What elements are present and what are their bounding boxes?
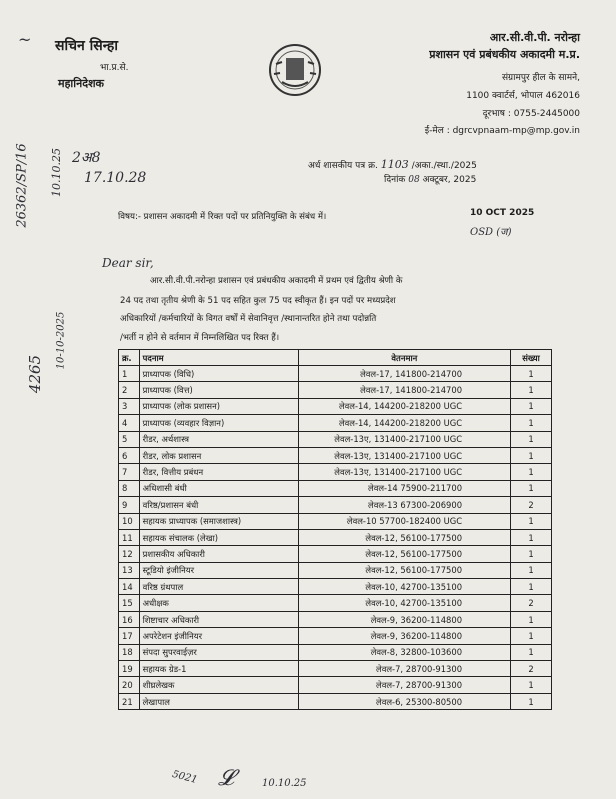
table-row — [119, 595, 552, 611]
academy-short-name: आर.सी.वी.पी. नरोन्हा — [489, 31, 580, 44]
body-line-3: अधिकारियों /कर्मचारियों के विगत वर्षों में सेवानिवृत्त /स्थानान्तरित होने तथा पदोन्नति — [120, 314, 377, 324]
receipt-date: 10-10-2025 — [55, 311, 67, 370]
row-post: प्राध्यापक (विधि) — [139, 366, 298, 382]
row-pay: लेवल-14, 144200-218200 UGC — [298, 415, 510, 431]
row-pay: लेवल-13ए, 131400-217100 UGC — [298, 431, 510, 447]
row-pay: लेवल-13ए, 131400-217100 UGC — [298, 447, 510, 463]
row-count: 1 — [511, 529, 552, 545]
table-row — [119, 693, 552, 709]
row-sn: 10 — [119, 513, 140, 529]
row-count: 1 — [511, 546, 552, 562]
row-sn: 8 — [119, 480, 140, 496]
header-sn: क्र. — [119, 350, 140, 366]
address-line-2: 1100 क्वार्टर्स, भोपाल 462016 — [466, 91, 580, 101]
reference-handwritten: 1103 — [380, 158, 409, 171]
row-post: रीडर, लोक प्रशासन — [139, 447, 298, 463]
row-count: 1 — [511, 513, 552, 529]
row-post: शीघ्रलेखक — [139, 677, 298, 693]
row-post: अपरेटेशन इंजीनियर — [139, 628, 298, 644]
table-row — [119, 677, 552, 693]
subject-line: विषय:- प्रशासन अकादमी में रिक्त पदों पर प्रतिनियुक्ति के संबंध में। — [118, 212, 327, 222]
header-pay: वेतनमान — [298, 350, 510, 366]
row-sn: 18 — [119, 644, 140, 660]
reference-label: अर्ध शासकीय पत्र क्र. — [308, 161, 378, 171]
row-post: संपदा सुपरवाईज़र — [139, 644, 298, 660]
table-row — [119, 513, 552, 529]
row-post: रीडर, अर्थशास्त्र — [139, 431, 298, 447]
vacant-posts-table — [118, 349, 552, 710]
bottom-signature-mark: 𝓛 — [218, 766, 234, 791]
officer-name: सचिन सिन्हा — [55, 38, 118, 54]
phone-number: दूरभाष : 0755-2445000 — [482, 109, 580, 119]
handwritten-vertical-number: 26362/SP/16 — [14, 143, 30, 228]
row-sn: 11 — [119, 529, 140, 545]
row-sn: 5 — [119, 431, 140, 447]
row-sn: 15 — [119, 595, 140, 611]
reference-line — [308, 158, 477, 171]
date-line — [384, 172, 476, 185]
bottom-note-2: 10.10.25 — [262, 778, 307, 789]
row-post: प्रशासकीय अधिकारी — [139, 546, 298, 562]
handwritten-vertical-date: 10.10.25 — [49, 148, 63, 197]
email-address: ई-मेल : dgrcvpnaam-mp@mp.gov.in — [424, 126, 580, 136]
row-post: प्राध्यापक (व्यवहार विज्ञान) — [139, 415, 298, 431]
row-count: 2 — [511, 497, 552, 513]
body-line-2: 24 पद तथा तृतीय श्रेणी के 51 पद सहित कुल 75 पद स्वीकृत हैं। इन पदों पर मध्यप्रदेश — [120, 296, 396, 306]
row-count: 1 — [511, 579, 552, 595]
row-sn: 6 — [119, 447, 140, 463]
table-row — [119, 661, 552, 677]
row-count: 1 — [511, 644, 552, 660]
row-sn: 17 — [119, 628, 140, 644]
header-post: पदनाम — [139, 350, 298, 366]
row-post: लेखापाल — [139, 693, 298, 709]
table-row — [119, 529, 552, 545]
row-pay: लेवल-10, 42700-135100 — [298, 579, 510, 595]
row-post: प्राध्यापक (लोक प्रशासन) — [139, 398, 298, 414]
row-sn: 2 — [119, 382, 140, 398]
state-emblem-icon — [268, 42, 322, 98]
row-sn: 20 — [119, 677, 140, 693]
table-row — [119, 415, 552, 431]
row-post: अधिशासी बंधी — [139, 480, 298, 496]
table-row — [119, 447, 552, 463]
row-sn: 3 — [119, 398, 140, 414]
row-count: 1 — [511, 693, 552, 709]
row-count: 1 — [511, 447, 552, 463]
bottom-note-1: 5021 — [171, 768, 199, 787]
row-pay: लेवल-17, 141800-214700 — [298, 382, 510, 398]
row-count: 1 — [511, 480, 552, 496]
row-pay: लेवल-17, 141800-214700 — [298, 366, 510, 382]
row-pay: लेवल-7, 28700-91300 — [298, 661, 510, 677]
row-post: वरिष्ठ ग्रंथपाल — [139, 579, 298, 595]
reference-suffix: /अका./स्था./2025 — [411, 161, 477, 171]
row-count: 1 — [511, 562, 552, 578]
row-count: 1 — [511, 431, 552, 447]
officer-service: भा.प्र.से. — [100, 63, 129, 73]
row-pay: लेवल-14, 144200-218200 UGC — [298, 398, 510, 414]
row-post: अधीक्षक — [139, 595, 298, 611]
row-pay: लेवल-13ए, 131400-217100 UGC — [298, 464, 510, 480]
row-pay: लेवल-10 57700-182400 UGC — [298, 513, 510, 529]
row-sn: 1 — [119, 366, 140, 382]
table-header-row — [119, 350, 552, 366]
table-row — [119, 562, 552, 578]
row-count: 1 — [511, 677, 552, 693]
row-post: सहायक संचालक (लेखा) — [139, 529, 298, 545]
table-row — [119, 546, 552, 562]
date-handwritten: 08 — [408, 175, 420, 185]
received-stamp-osd: OSD (ज) — [470, 227, 512, 238]
table-row — [119, 464, 552, 480]
date-label: दिनांक — [384, 175, 406, 185]
row-count: 1 — [511, 382, 552, 398]
handwritten-mark-top: ~ — [18, 30, 32, 49]
row-sn: 13 — [119, 562, 140, 578]
body-line-1: आर.सी.वी.पी.नरोन्हा प्रशासन एवं प्रबंधकीय अकादमी में प्रथम एवं द्वितीय श्रेणी के — [150, 276, 403, 286]
table-row — [119, 628, 552, 644]
row-count: 1 — [511, 464, 552, 480]
row-sn: 7 — [119, 464, 140, 480]
table-row — [119, 497, 552, 513]
row-count: 2 — [511, 661, 552, 677]
row-sn: 21 — [119, 693, 140, 709]
row-post: रीडर, वित्तीय प्रबंधन — [139, 464, 298, 480]
row-count: 2 — [511, 595, 552, 611]
body-line-4: /भर्ती न होने से वर्तमान में निम्नलिखित पद रिक्त हैं। — [120, 333, 280, 343]
row-pay: लेवल-12, 56100-177500 — [298, 529, 510, 545]
row-count: 1 — [511, 628, 552, 644]
row-pay: लेवल-6, 25300-80500 — [298, 693, 510, 709]
row-pay: लेवल-8, 32800-103600 — [298, 644, 510, 660]
row-count: 1 — [511, 398, 552, 414]
handwritten-note-2: 17.10.28 — [84, 170, 147, 186]
row-pay: लेवल-9, 36200-114800 — [298, 628, 510, 644]
table-row — [119, 431, 552, 447]
row-pay: लेवल-14 75900-211700 — [298, 480, 510, 496]
row-count: 1 — [511, 415, 552, 431]
row-pay: लेवल-9, 36200-114800 — [298, 611, 510, 627]
row-pay: लेवल-7, 28700-91300 — [298, 677, 510, 693]
table-row — [119, 644, 552, 660]
row-post: वरिष्ठ/प्रशासन बंधी — [139, 497, 298, 513]
handwritten-note-1: 2अ8 — [72, 150, 101, 166]
row-sn: 16 — [119, 611, 140, 627]
table-row — [119, 366, 552, 382]
row-count: 1 — [511, 611, 552, 627]
table-row — [119, 611, 552, 627]
row-post: सहायक प्राध्यापक (समाजशास्त्र) — [139, 513, 298, 529]
row-pay: लेवल-12, 56100-177500 — [298, 562, 510, 578]
table-row — [119, 480, 552, 496]
row-sn: 12 — [119, 546, 140, 562]
table-row — [119, 382, 552, 398]
header-count: संख्या — [511, 350, 552, 366]
table-row — [119, 398, 552, 414]
row-sn: 4 — [119, 415, 140, 431]
row-sn: 19 — [119, 661, 140, 677]
date-suffix: अक्टूबर, 2025 — [422, 175, 477, 185]
table-row — [119, 579, 552, 595]
row-sn: 14 — [119, 579, 140, 595]
salutation: Dear sir, — [102, 256, 154, 270]
row-sn: 9 — [119, 497, 140, 513]
row-pay: लेवल-13 67300-206900 — [298, 497, 510, 513]
row-pay: लेवल-12, 56100-177500 — [298, 546, 510, 562]
row-count: 1 — [511, 366, 552, 382]
row-post: स्टूडियो इंजीनियर — [139, 562, 298, 578]
row-post: शिष्टाचार अधिकारी — [139, 611, 298, 627]
row-post: सहायक ग्रेड-1 — [139, 661, 298, 677]
academy-full-name: प्रशासन एवं प्रबंधकीय अकादमी म.प्र. — [429, 48, 580, 61]
row-pay: लेवल-10, 42700-135100 — [298, 595, 510, 611]
address-line-1: संग्रामपुर हील के सामने, — [501, 73, 580, 83]
receipt-number: 4265 — [26, 354, 45, 394]
received-stamp-date: 10 OCT 2025 — [470, 208, 535, 218]
officer-designation: महानिदेशक — [58, 77, 104, 90]
row-post: प्राध्यापक (वित्त) — [139, 382, 298, 398]
